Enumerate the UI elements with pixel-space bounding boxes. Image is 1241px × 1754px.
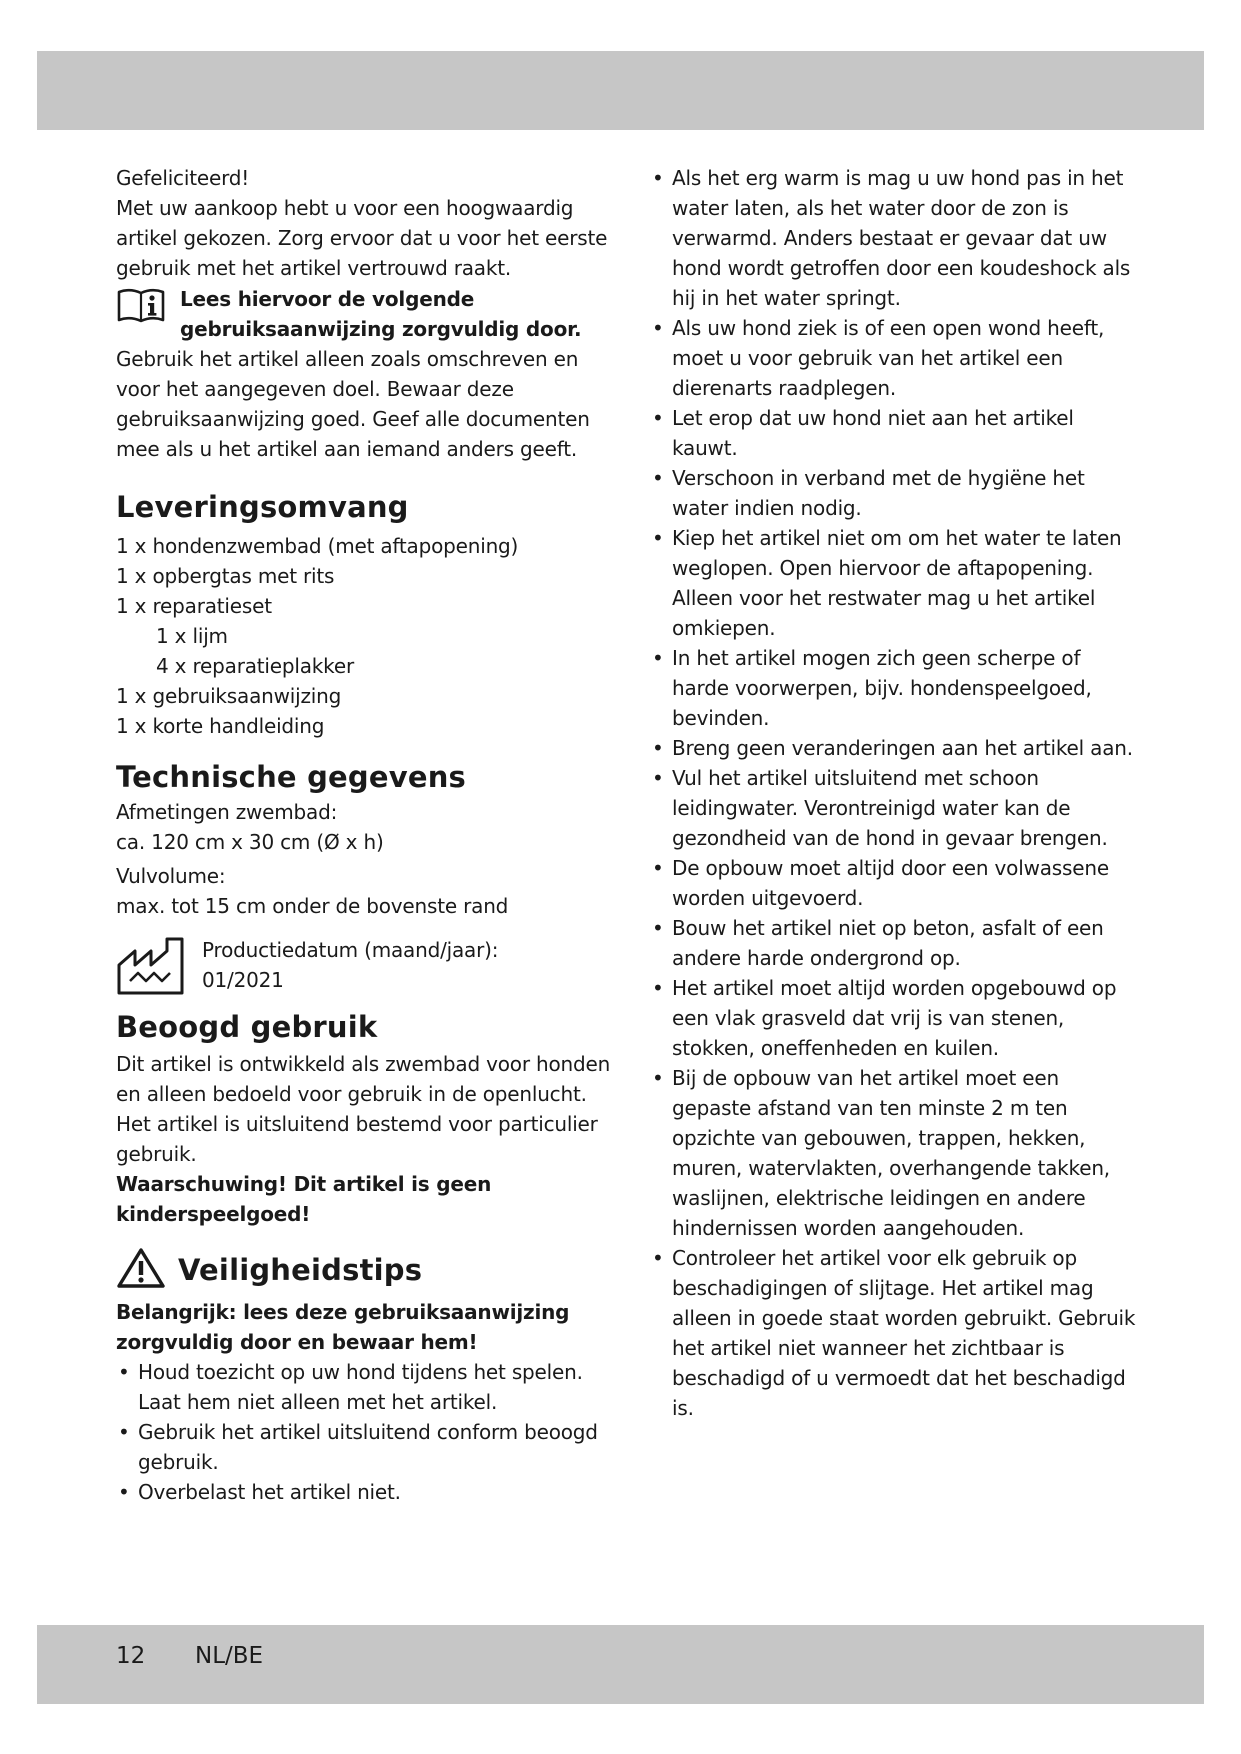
delivery-item: 1 x reparatieset [116,594,272,618]
safety-bullet: • Verschoon in verband met de hygiëne het water indien nodig. [650,463,1138,523]
delivery-subitem: 1 x lijm [156,624,228,648]
page-number: 12 [116,1643,146,1669]
locale-label: NL/BE [195,1643,264,1669]
intended-use-heading: Beoogd gebruik [116,1010,378,1044]
safety-bullet: • Het artikel moet altijd worden opgebouwd op een vlak grasveld dat vrij is van stenen, stokken, oneffenheden en kuilen. [650,973,1138,1063]
delivery-item: 1 x opbergtas met rits [116,564,335,588]
left-column [116,163,616,1507]
intended-use-text: Dit artikel is ontwikkeld als zwembad voor honden en alleen bedoeld voor gebruik in de openlucht. Het artikel is uitsluitend bestemd voor particulier gebruik. [116,1052,611,1166]
delivery-item: 1 x korte handleiding [116,714,325,738]
technical-heading: Technische gegevens [116,760,467,794]
right-column [650,163,1138,1423]
delivery-item: 1 x gebruiksaanwijzing [116,684,342,708]
manual-info-icon [116,284,180,328]
volume-label: Vulvolume: [116,864,226,888]
delivery-subitem: 4 x reparatieplakker [156,654,354,678]
safety-bullet: • Vul het artikel uitsluitend met schoon leidingwater. Verontreinigd water kan de gezondheid van de hond in gevaar brengen. [650,763,1138,853]
intro-text: Met uw aankoop hebt u voor een hoogwaardig artikel gekozen. Zorg ervoor dat u voor het eerste gebruik met het artikel vertrouwd raakt. [116,196,608,280]
safety-bullet: • Als uw hond ziek is of een open wond heeft, moet u voor gebruik van het artikel een dierenarts raadplegen. [650,313,1138,403]
safety-list-right [650,163,1138,1423]
safety-bullet: • Let erop dat uw hond niet aan het artikel kauwt. [650,403,1138,463]
safety-bullet: • Als het erg warm is mag u uw hond pas in het water laten, als het water door de zon is verwarmd. Anders bestaat er gevaar dat uw hond wordt getroffen door een koudeshock als hij in het water springt. [650,163,1138,313]
header-band [37,51,1204,130]
safety-bullet: • Controleer het artikel voor elk gebruik op beschadigingen of slijtage. Het artikel mag alleen in goede staat worden gebruikt. Gebruik het artikel niet wanneer het zichtbaar is beschadigd of u vermoedt dat het beschadigd is. [650,1243,1138,1423]
read-manual-note [116,284,616,344]
safety-bullet: • Bouw het artikel niet op beton, asfalt of een andere harde ondergrond op. [650,913,1138,973]
production-text [202,935,498,995]
usage-text: Gebruik het artikel alleen zoals omschreven en voor het aangegeven doel. Bewaar deze gebruiksaanwijzing goed. Geef alle documenten mee als u het artikel aan iemand anders geeft. [116,347,590,461]
safety-list-left [116,1357,616,1507]
intro-greeting: Gefeliciteerd! [116,166,250,190]
volume-value: max. tot 15 cm onder de bovenste rand [116,894,509,918]
safety-bullet: • De opbouw moet altijd door een volwassene worden uitgevoerd. [650,853,1138,913]
read-manual-text: Lees hiervoor de volgende gebruiksaanwijzing zorgvuldig door. [180,287,582,341]
intended-use-warning: Waarschuwing! Dit artikel is geen kinderspeelgoed! [116,1172,492,1226]
safety-important: Belangrijk: lees deze gebruiksaanwijzing zorgvuldig door en bewaar hem! [116,1300,570,1354]
safety-bullet: • In het artikel mogen zich geen scherpe of harde voorwerpen, bijv. hondenspeelgoed, bevinden. [650,643,1138,733]
production-label: Productiedatum (maand/jaar): [202,938,499,962]
safety-bullet: • Gebruik het artikel uitsluitend conform beoogd gebruik. [116,1417,616,1477]
safety-heading-row [116,1247,616,1293]
production-value: 01/2021 [202,968,284,992]
production-date [116,935,616,1001]
warning-triangle-icon [116,1247,178,1293]
safety-bullet: • Kiep het artikel niet om om het water te laten weglopen. Open hiervoor de aftapopening. Alleen voor het restwater mag u het artikel omkiepen. [650,523,1138,643]
safety-heading: Veiligheidstips [178,1253,423,1287]
manufacture-date-icon [116,935,202,1001]
dimensions-value: ca. 120 cm x 30 cm (Ø x h) [116,830,384,854]
safety-bullet: • Overbelast het artikel niet. [116,1477,616,1507]
dimensions-label: Afmetingen zwembad: [116,800,338,824]
safety-bullet: • Breng geen veranderingen aan het artikel aan. [650,733,1138,763]
delivery-heading: Leveringsomvang [116,490,409,524]
safety-bullet: • Houd toezicht op uw hond tijdens het spelen. Laat hem niet alleen met het artikel. [116,1357,616,1417]
delivery-item: 1 x hondenzwembad (met aftapopening) [116,534,519,558]
safety-bullet: • Bij de opbouw van het artikel moet een gepaste afstand van ten minste 2 m ten opzichte van gebouwen, trappen, hekken, muren, watervlakten, overhangende takken, waslijnen, elektrische leidingen en andere hindernissen worden aangehouden. [650,1063,1138,1243]
